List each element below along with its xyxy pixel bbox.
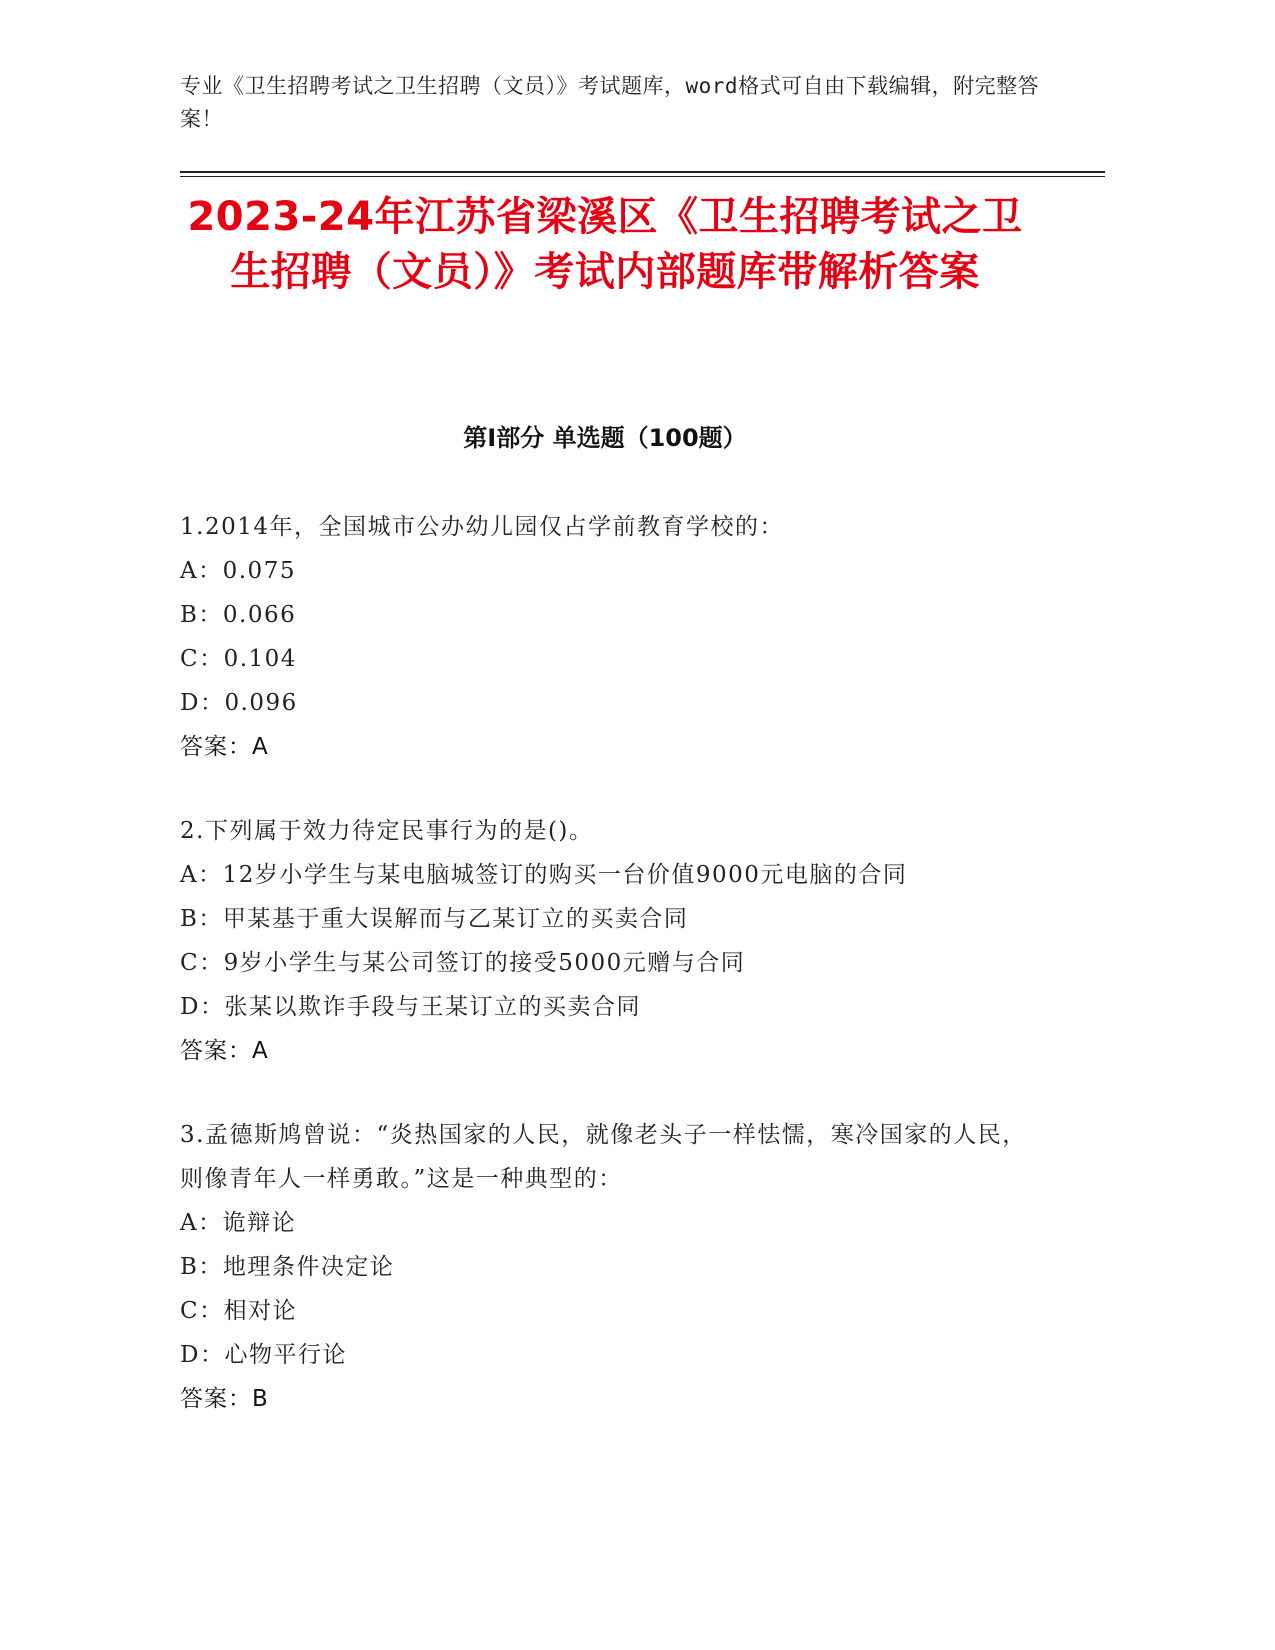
question-2 xyxy=(180,809,1040,1073)
option-b: B：0.066 xyxy=(180,602,297,628)
header-divider-thin xyxy=(180,176,1105,177)
option-d: D：0.096 xyxy=(180,690,298,716)
answer: 答案：A xyxy=(180,734,269,760)
option-a: A：诡辩论 xyxy=(180,1210,297,1236)
option-a: A：0.075 xyxy=(180,558,296,584)
document-title: 2023-24年江苏省梁溪区《卫生招聘考试之卫生招聘（文员）》考试内部题库带解析答案 xyxy=(187,194,1023,295)
header-note: 专业《卫生招聘考试之卫生招聘（文员）》考试题库，word格式可自由下载编辑，附完整答案！ xyxy=(180,74,1040,131)
question-stem: 2.下列属于效力待定民事行为的是()。 xyxy=(180,818,594,844)
option-b: B：地理条件决定论 xyxy=(180,1254,395,1280)
option-c: C：相对论 xyxy=(180,1298,298,1324)
answer: 答案：B xyxy=(180,1386,269,1412)
section-heading: 第I部分 单选题（100题） xyxy=(463,424,747,452)
option-a: A：12岁小学生与某电脑城签订的购买一台价值9000元电脑的合同 xyxy=(180,862,908,888)
option-c: C：9岁小学生与某公司签订的接受5000元赠与合同 xyxy=(180,950,746,976)
option-c: C：0.104 xyxy=(180,646,297,672)
question-3 xyxy=(180,1113,1040,1421)
question-list xyxy=(180,505,1040,1461)
option-b: B：甲某基于重大误解而与乙某订立的买卖合同 xyxy=(180,906,689,932)
question-1 xyxy=(180,505,1040,769)
question-stem: 3.孟德斯鸠曾说：“炎热国家的人民，就像老头子一样怯懦，寒冷国家的人民，则像青年人一样勇敢。”这是一种典型的： xyxy=(180,1122,1027,1192)
option-d: D：心物平行论 xyxy=(180,1342,347,1368)
answer: 答案：A xyxy=(180,1038,269,1064)
option-d: D：张某以欺诈手段与王某订立的买卖合同 xyxy=(180,994,641,1020)
header-divider-thick xyxy=(180,171,1105,173)
question-stem: 1.2014年，全国城市公办幼儿园仅占学前教育学校的： xyxy=(180,514,784,540)
